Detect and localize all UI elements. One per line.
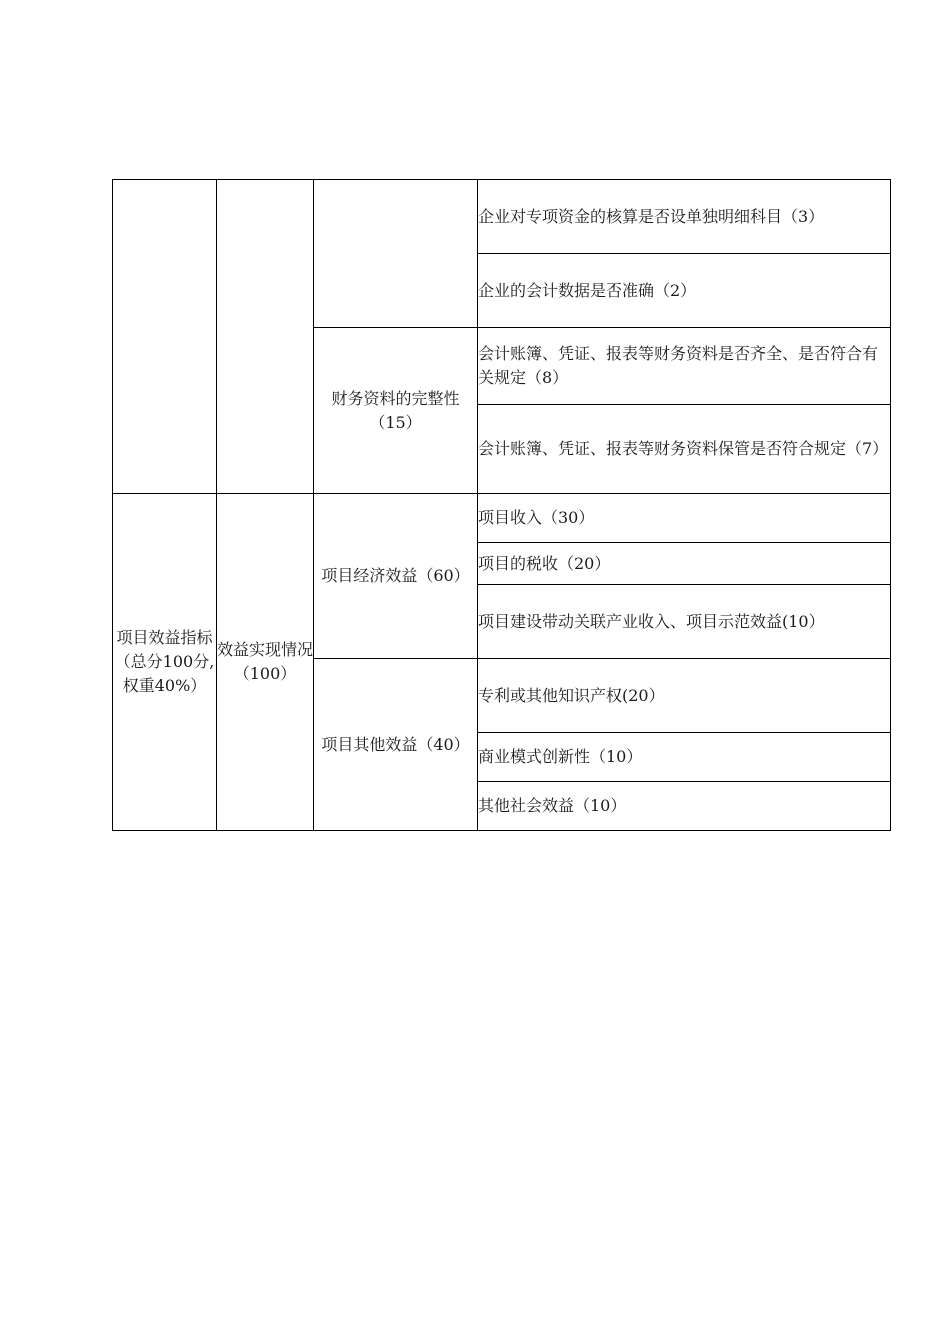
evaluation-index-table (112, 179, 891, 831)
indicator-cell: 项目经济效益（60） (314, 494, 478, 659)
detail-cell: 其他社会效益（10） (478, 782, 891, 831)
detail-cell: 项目建设带动关联产业收入、项目示范效益(10） (478, 585, 891, 659)
detail-cell: 会计账簿、凭证、报表等财务资料是否齐全、是否符合有关规定（8） (478, 328, 891, 405)
indicator-cell: 财务资料的完整性（15） (314, 328, 478, 494)
detail-cell: 项目的税收（20） (478, 543, 891, 585)
indicator-cell (314, 180, 478, 328)
sub-category-cell: 效益实现情况（100） (217, 494, 314, 831)
detail-cell: 会计账簿、凭证、报表等财务资料保管是否符合规定（7） (478, 405, 891, 494)
category-cell (113, 180, 217, 494)
category-cell: 项目效益指标（总分100分,权重40%） (113, 494, 217, 831)
indicator-cell: 项目其他效益（40） (314, 659, 478, 831)
detail-cell: 企业对专项资金的核算是否设单独明细科目（3） (478, 180, 891, 254)
sub-category-cell (217, 180, 314, 494)
detail-cell: 项目收入（30） (478, 494, 891, 543)
table-row (113, 494, 891, 543)
detail-cell: 商业模式创新性（10） (478, 733, 891, 782)
detail-cell: 专利或其他知识产权(20） (478, 659, 891, 733)
table-row (113, 180, 891, 254)
detail-cell: 企业的会计数据是否准确（2） (478, 254, 891, 328)
